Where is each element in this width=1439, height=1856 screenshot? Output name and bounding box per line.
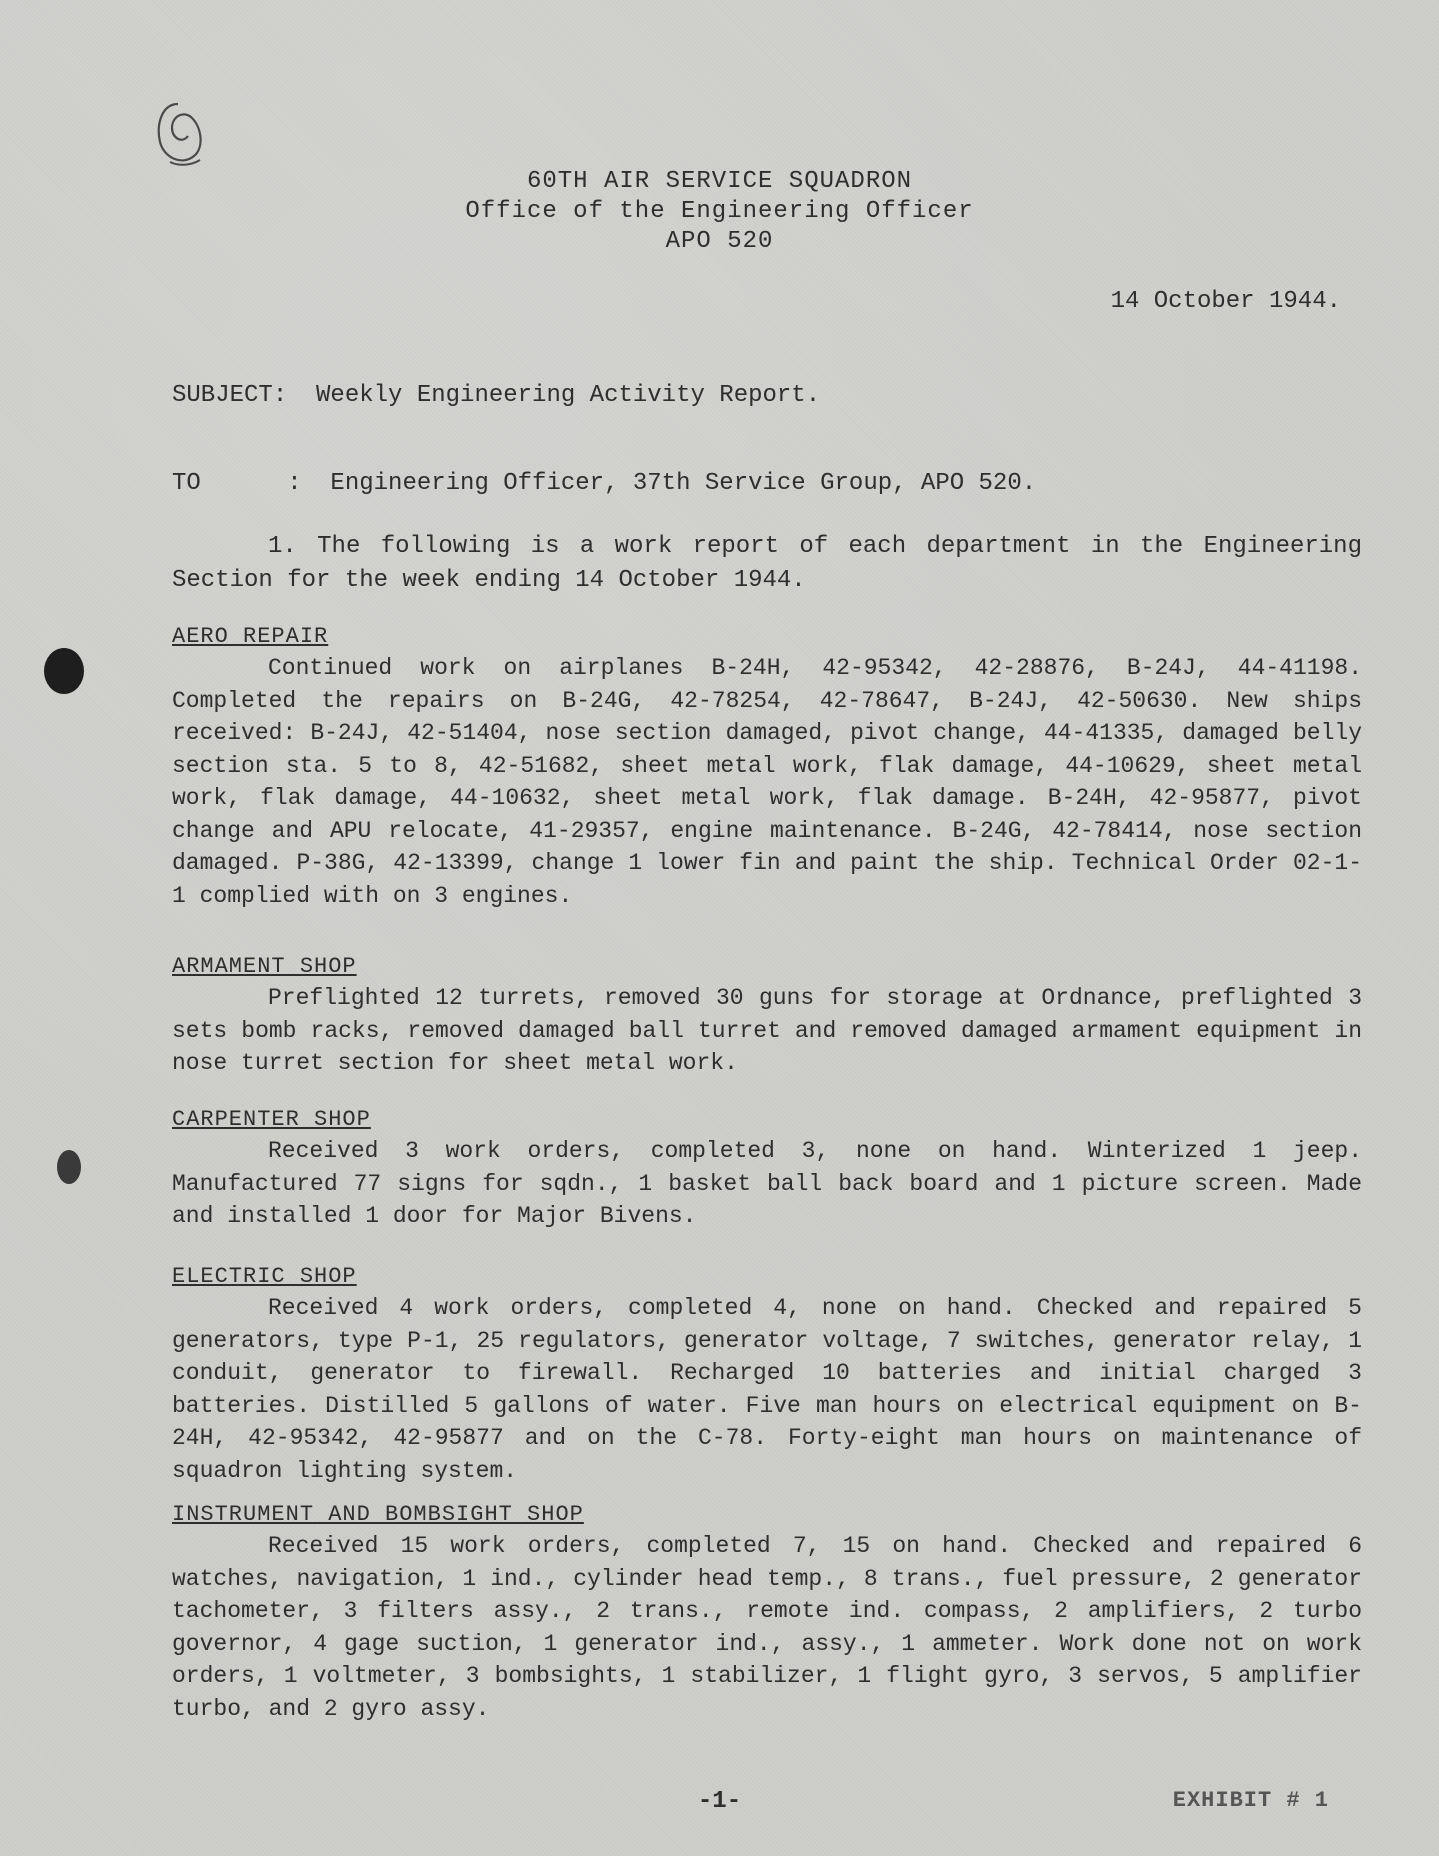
document-date: 14 October 1944. bbox=[1110, 288, 1341, 315]
subject-line: SUBJECT: Weekly Engineering Activity Report. bbox=[172, 382, 821, 409]
page-number: -1- bbox=[697, 1788, 742, 1815]
section-instrument-bombsight-shop bbox=[172, 1500, 1362, 1725]
punch-hole-top bbox=[44, 648, 84, 694]
section-body: Received 15 work orders, completed 7, 15 on hand. Checked and repaired 6 watches, navigation, 1 ind., cylinder head temp., 8 trans., fuel pressure, 2 generator tachometer, 3 filters assy., 2 trans., remote ind. compass, 2 amplifiers, 2 turbo governor, 4 gage suction, 1 generator ind., assy., 1 ammeter. Work done not on work orders, 1 voltmeter, 3 bombsights, 1 stabilizer, 1 flight gyro, 3 servos, 5 amplifier turbo, and 2 gyro assy. bbox=[172, 1533, 1362, 1722]
section-heading: AERO REPAIR bbox=[172, 624, 329, 649]
section-body: Received 3 work orders, completed 3, none on hand. Winterized 1 jeep. Manufactured 77 signs for sqdn., 1 basket ball back board and 1 picture screen. Made and installed 1 door for Major Bivens. bbox=[172, 1138, 1362, 1229]
section-body: Preflighted 12 turrets, removed 30 guns for storage at Ordnance, preflighted 3 sets bomb racks, removed damaged ball turret and removed damaged armament equipment in nose turret section for sheet metal work. bbox=[172, 985, 1362, 1076]
section-carpenter-shop bbox=[172, 1105, 1362, 1233]
section-heading: INSTRUMENT AND BOMBSIGHT SHOP bbox=[172, 1502, 584, 1527]
intro-paragraph: 1. The following is a work report of each department in the Engineering Section for the week ending 14 October 1944. bbox=[172, 533, 1362, 594]
section-heading: ELECTRIC SHOP bbox=[172, 1264, 357, 1289]
section-body: Continued work on airplanes B-24H, 42-95342, 42-28876, B-24J, 44-41198. Completed the repairs on B-24G, 42-78254, 42-78647, B-24J, 42-50630. New ships received: B-24J, 42-51404, nose section damaged, pivot change, 44-41335, damaged belly section sta. 5 to 8, 42-51682, sheet metal work, flak damage, 44-10629, sheet metal work, flak damage, 44-10632, sheet metal work, flak damage. B-24H, 42-95877, pivot change and APU relocate, 41-29357, engine maintenance. B-24G, 42-78414, nose section damaged. P-38G, 42-13399, change 1 lower fin and paint the ship. Technical Order 02-1-1 complied with on 3 engines. bbox=[172, 655, 1362, 909]
punch-hole-bottom bbox=[57, 1150, 81, 1184]
section-electric-shop bbox=[172, 1262, 1362, 1487]
unit-name: 60TH AIR SERVICE SQUADRON bbox=[526, 168, 913, 195]
to-line: TO : Engineering Officer, 37th Service Group, APO 520. bbox=[172, 470, 1037, 497]
exhibit-stamp: EXHIBIT # 1 bbox=[1172, 1788, 1329, 1813]
handwritten-mark-icon bbox=[148, 96, 210, 172]
office-name: Office of the Engineering Officer bbox=[465, 198, 974, 225]
section-aero-repair bbox=[172, 622, 1362, 912]
section-heading: CARPENTER SHOP bbox=[172, 1107, 371, 1132]
section-heading: ARMAMENT SHOP bbox=[172, 954, 357, 979]
section-armament-shop bbox=[172, 952, 1362, 1080]
section-body: Received 4 work orders, completed 4, none on hand. Checked and repaired 5 generators, type P-1, 25 regulators, generator voltage, 7 switches, generator relay, 1 conduit, generator to firewall. Recharged 10 batteries and initial charged 3 batteries. Distilled 5 gallons of water. Five man hours on electrical equipment on B-24H, 42-95342, 42-95877 and on the C-78. Forty-eight man hours on maintenance of squadron lighting system. bbox=[172, 1295, 1362, 1484]
apo-number: APO 520 bbox=[665, 228, 774, 255]
